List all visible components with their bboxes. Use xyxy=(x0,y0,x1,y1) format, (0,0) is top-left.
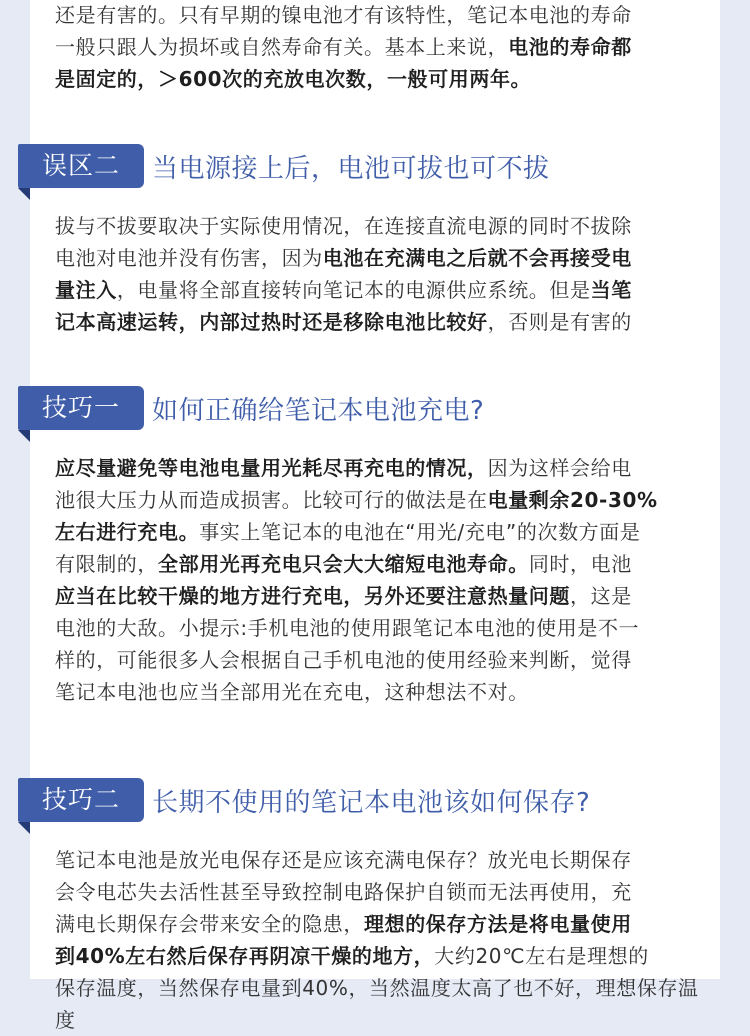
paragraph-line: 应尽量避免等电池电量用光耗尽再充电的情况，因为这样会给电 xyxy=(55,456,632,480)
paragraph-line: 记本高速运转，内部过热时还是移除电池比较好，否则是有害的 xyxy=(55,310,632,334)
paragraph-line: 量注入，电量将全部直接转向笔记本的电源供应系统。但是当笔 xyxy=(55,278,632,302)
section-tag: 技巧一 xyxy=(18,386,144,430)
tag-fold-corner xyxy=(18,188,30,200)
intro-line-2: 一般只跟人为损坏或自然寿命有关。基本上来说，电池的寿命都 xyxy=(55,35,632,59)
section-heading: 如何正确给笔记本电池充电? xyxy=(152,396,485,426)
tag-fold-corner xyxy=(18,430,30,442)
paragraph-line: 左右进行充电。事实上笔记本的电池在“用光/充电”的次数方面是 xyxy=(55,520,641,544)
paragraph-line: 池很大压力从而造成损害。比较可行的做法是在电量剩余20-30% xyxy=(55,488,658,512)
paragraph-line: 保存温度，当然保存电量到40%，当然温度太高了也不好，理想保存温度 xyxy=(55,976,699,1032)
paragraph-line: 有限制的，全部用光再充电只会大大缩短电池寿命。同时，电池 xyxy=(55,552,632,576)
intro-line-3: 是固定的，＞600次的充放电次数，一般可用两年。 xyxy=(55,67,532,91)
section-tag: 误区二 xyxy=(18,144,144,188)
paragraph-line: 到40%左右然后保存再阴凉干燥的地方，大约20℃左右是理想的 xyxy=(55,944,649,968)
section-heading: 长期不使用的笔记本电池该如何保存? xyxy=(152,788,591,818)
paragraph-line: 拔与不拔要取决于实际使用情况，在连接直流电源的同时不拔除 xyxy=(55,214,632,238)
paragraph-line: 笔记本电池也应当全部用光在充电，这种想法不对。 xyxy=(55,680,529,704)
section-paragraph xyxy=(55,210,700,338)
paragraph-line: 会令电芯失去活性甚至导致控制电路保护自锁而无法再使用，充 xyxy=(55,880,632,904)
intro-line-1: 还是有害的。只有早期的镍电池才有该特性，笔记本电池的寿命 xyxy=(55,3,632,27)
tag-fold-corner xyxy=(18,822,30,834)
section-tag: 技巧二 xyxy=(18,778,144,822)
paragraph-line: 笔记本电池是放光电保存还是应该充满电保存？放光电长期保存 xyxy=(55,848,632,872)
section-paragraph xyxy=(55,452,700,708)
paragraph-line: 电池对电池并没有伤害，因为电池在充满电之后就不会再接受电 xyxy=(55,246,632,270)
paragraph-line: 电池的大敌。小提示:手机电池的使用跟笔记本电池的使用是不一 xyxy=(55,616,640,640)
section-heading: 当电源接上后，电池可拔也可不拔 xyxy=(152,154,550,184)
paragraph-line: 应当在比较干燥的地方进行充电，另外还要注意热量问题，这是 xyxy=(55,584,632,608)
section-paragraph xyxy=(55,844,700,1032)
paragraph-line: 满电长期保存会带来安全的隐患，理想的保存方法是将电量使用 xyxy=(55,912,632,936)
intro-paragraph xyxy=(55,0,700,95)
paragraph-line: 样的，可能很多人会根据自己手机电池的使用经验来判断，觉得 xyxy=(55,648,632,672)
